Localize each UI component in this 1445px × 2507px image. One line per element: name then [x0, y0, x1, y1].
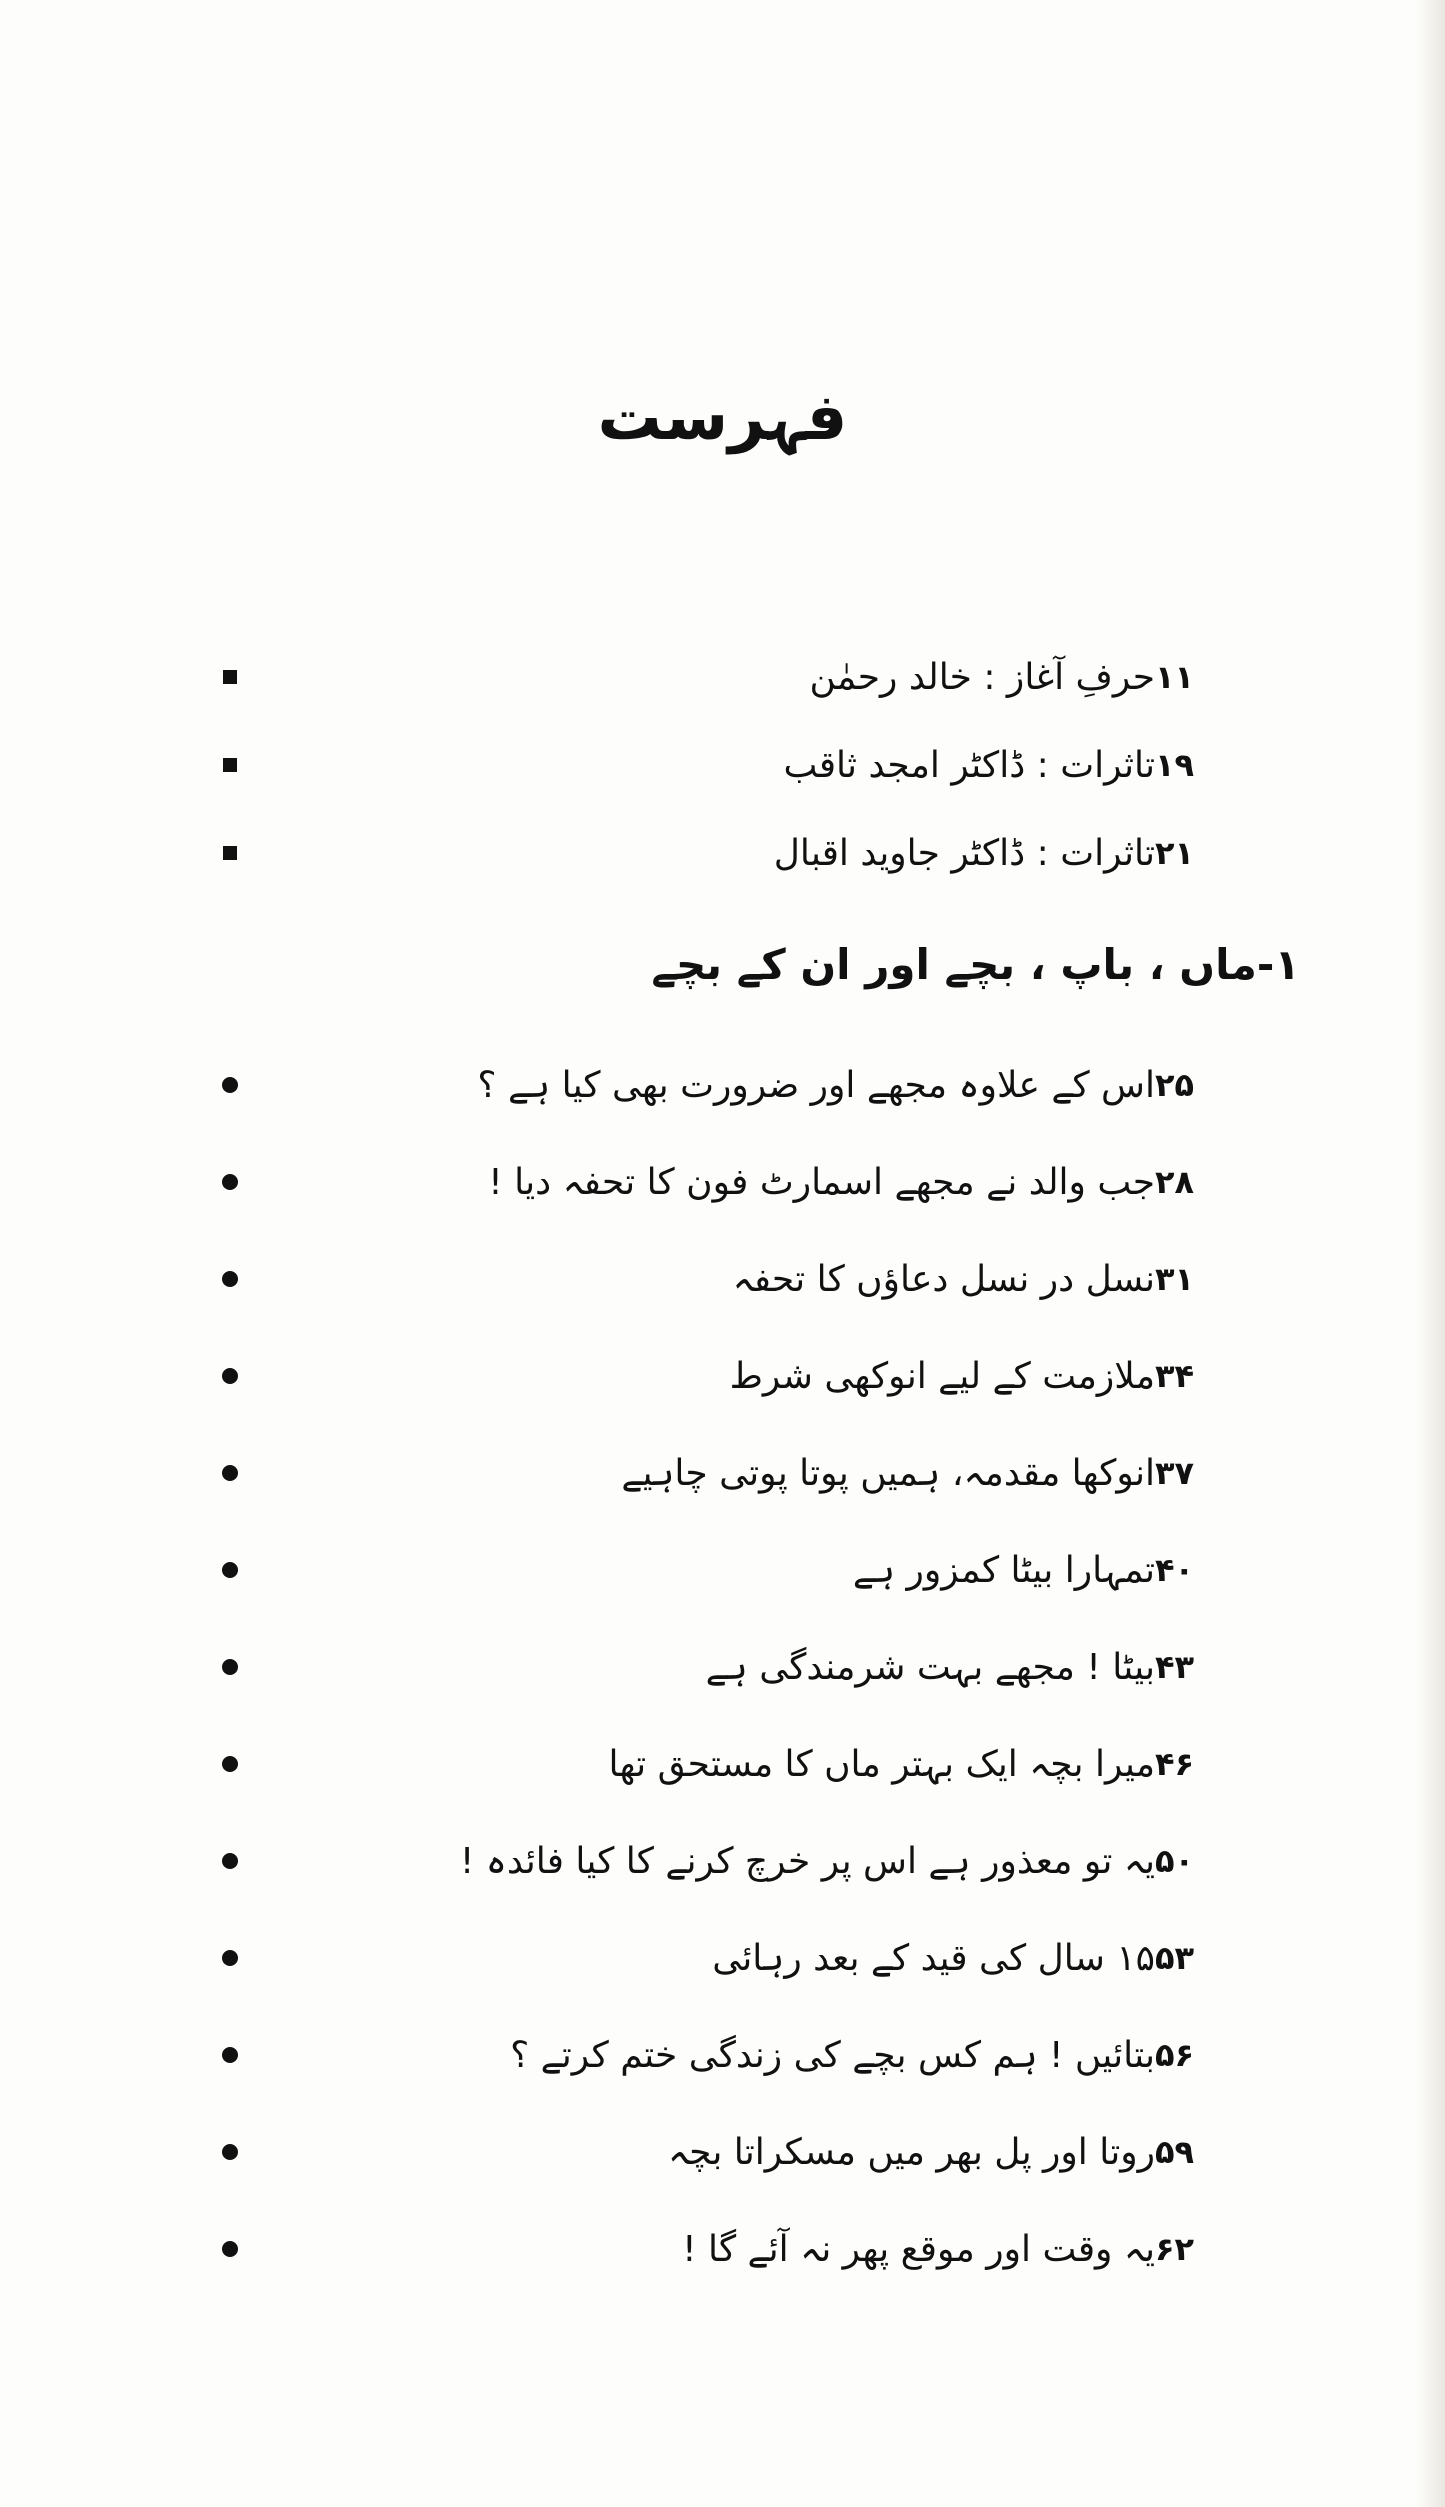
toc-entry [200, 1346, 1275, 1406]
round-bullet-icon [222, 1368, 238, 1384]
square-bullet-icon [223, 758, 237, 772]
toc-entry-page: ۳۱ [1155, 1260, 1195, 1298]
toc-entry-page: ۲۱ [1155, 834, 1195, 872]
round-bullet-icon [222, 2241, 238, 2257]
round-bullet-icon [222, 1853, 238, 1869]
round-bullet-icon [222, 1174, 238, 1190]
toc-entry-title: تاثرات : ڈاکٹر امجد ثاقب [783, 744, 1155, 786]
toc-entry [200, 1055, 1275, 1115]
round-bullet-icon [222, 1950, 238, 1966]
toc-entry-page: ۳۷ [1155, 1454, 1195, 1492]
toc-entry-page: ۴۶ [1155, 1745, 1195, 1783]
round-bullet-icon [222, 1562, 238, 1578]
toc-entry [200, 1637, 1275, 1697]
toc-entry [200, 1540, 1275, 1600]
toc-entry [200, 1249, 1275, 1309]
toc-entry [200, 1928, 1275, 1988]
round-bullet-icon [222, 2047, 238, 2063]
round-bullet-icon [222, 1659, 238, 1675]
toc-entry [200, 735, 1275, 795]
toc-entry-page: ۵۳ [1155, 1939, 1195, 1977]
toc-entry-title: نسل در نسل دعاؤں کا تحفہ [732, 1258, 1155, 1300]
round-bullet-icon [222, 2144, 238, 2160]
toc-entry-title: بیٹا ! مجھے بہت شرمندگی ہے [705, 1646, 1155, 1688]
toc-entry [200, 2122, 1275, 2182]
toc-entry [200, 1152, 1275, 1212]
toc-entry [200, 647, 1275, 707]
page-title: فہرست [597, 381, 848, 455]
toc-entry-page: ۴۳ [1155, 1648, 1195, 1686]
round-bullet-icon [222, 1077, 238, 1093]
square-bullet-icon [223, 846, 237, 860]
toc-entry-title: اس کے علاوہ مجھے اور ضرورت بھی کیا ہے ؟ [477, 1064, 1155, 1106]
toc-entry [200, 2219, 1275, 2279]
toc-entry-title: تاثرات : ڈاکٹر جاوید اقبال [773, 832, 1155, 874]
toc-entry-title: ملازمت کے لیے انوکھی شرط [729, 1355, 1155, 1397]
toc-entry [200, 1831, 1275, 1891]
toc-entry-page: ۵۶ [1155, 2036, 1195, 2074]
toc-entry-title: انوکھا مقدمہ، ہمیں پوتا پوتی چاہیے [621, 1452, 1155, 1494]
toc-entry-page: ۳۴ [1155, 1357, 1195, 1395]
toc-entry-title: بتائیں ! ہم کس بچے کی زندگی ختم کرتے ؟ [510, 2034, 1155, 2076]
toc-entry-title: یہ تو معذور ہے اس پر خرچ کرنے کا کیا فائدہ ! [459, 1840, 1155, 1882]
toc-entry-page: ۴۰ [1155, 1551, 1195, 1589]
toc-entry-page: ۲۵ [1155, 1066, 1195, 1104]
round-bullet-icon [222, 1465, 238, 1481]
toc-entry [200, 1443, 1275, 1503]
toc-entry [200, 2025, 1275, 2085]
toc-entry-page: ۱۱ [1155, 658, 1195, 696]
section-heading: ۱-ماں ، باپ ، بچے اور ان کے بچے [651, 940, 1300, 989]
toc-entry-page: ۶۲ [1155, 2230, 1195, 2268]
toc-entry-title: حرفِ آغاز : خالد رحمٰن [809, 656, 1155, 698]
toc-entry-page: ۲۸ [1155, 1163, 1195, 1201]
toc-entry-title: یہ وقت اور موقع پھر نہ آئے گا ! [682, 2228, 1155, 2270]
toc-entry-page: ۵۹ [1155, 2133, 1195, 2171]
toc-entry-title: ۱۵ سال کی قید کے بعد رہائی [712, 1937, 1155, 1979]
page-edge-shadow [1415, 0, 1445, 2507]
toc-entry-title: روتا اور پل بھر میں مسکراتا بچہ [668, 2131, 1155, 2173]
toc-entry [200, 823, 1275, 883]
round-bullet-icon [222, 1271, 238, 1287]
toc-entry-title: جب والد نے مجھے اسمارٹ فون کا تحفہ دیا ! [488, 1161, 1155, 1203]
toc-entry-title: تمہارا بیٹا کمزور ہے [852, 1549, 1155, 1591]
square-bullet-icon [223, 670, 237, 684]
toc-entry-page: ۱۹ [1155, 746, 1195, 784]
toc-entry [200, 1734, 1275, 1794]
toc-entry-page: ۵۰ [1155, 1842, 1195, 1880]
toc-entry-title: میرا بچہ ایک بہتر ماں کا مستحق تھا [608, 1743, 1155, 1785]
round-bullet-icon [222, 1756, 238, 1772]
